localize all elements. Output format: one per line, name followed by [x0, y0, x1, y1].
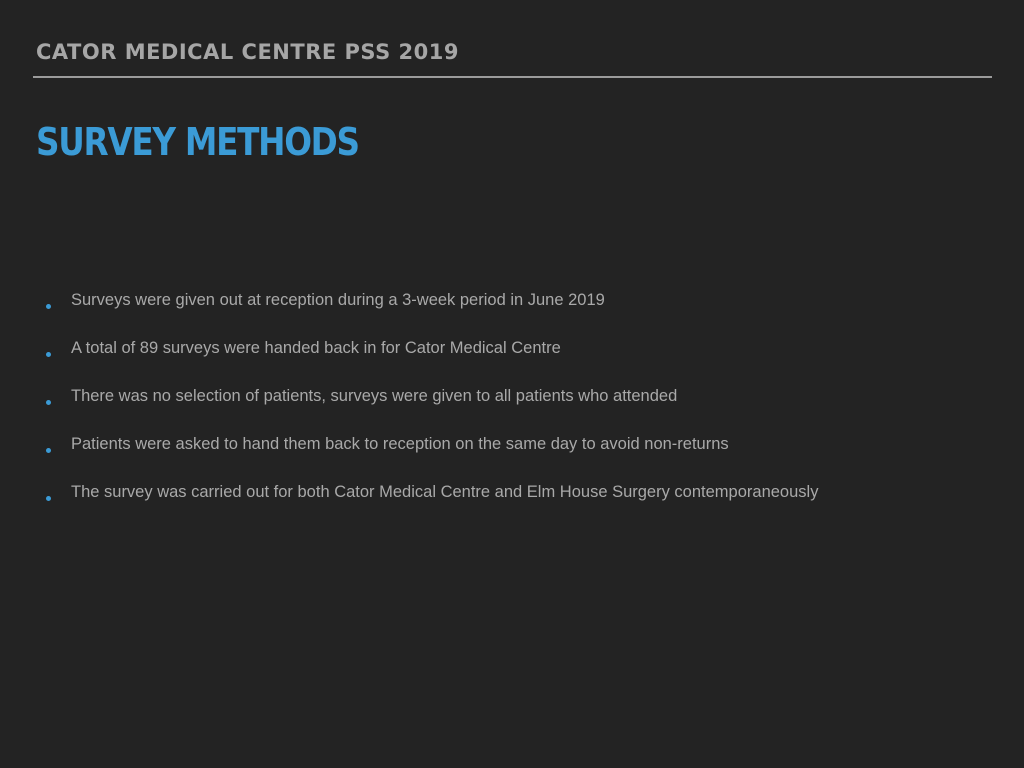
bullet-dot-icon [46, 352, 51, 357]
bullet-text: The survey was carried out for both Cator Medical Centre and Elm House Surgery contemporaneously [71, 483, 819, 501]
bullet-list [46, 286, 818, 526]
bullet-text: Patients were asked to hand them back to reception on the same day to avoid non-returns [71, 435, 729, 453]
bullet-text: Surveys were given out at reception during a 3-week period in June 2019 [71, 291, 605, 309]
bullet-item [46, 286, 818, 334]
bullet-text: A total of 89 surveys were handed back in for Cator Medical Centre [71, 339, 561, 357]
bullet-item [46, 430, 818, 478]
bullet-text: There was no selection of patients, surveys were given to all patients who attended [71, 387, 678, 405]
bullet-dot-icon [46, 400, 51, 405]
header-title: CATOR MEDICAL CENTRE PSS 2019 [36, 40, 459, 64]
header-divider [33, 76, 992, 78]
bullet-item [46, 478, 818, 526]
slide-title: SURVEY METHODS [36, 120, 359, 164]
bullet-dot-icon [46, 304, 51, 309]
bullet-item [46, 382, 818, 430]
bullet-item [46, 334, 818, 382]
bullet-dot-icon [46, 448, 51, 453]
bullet-dot-icon [46, 496, 51, 501]
